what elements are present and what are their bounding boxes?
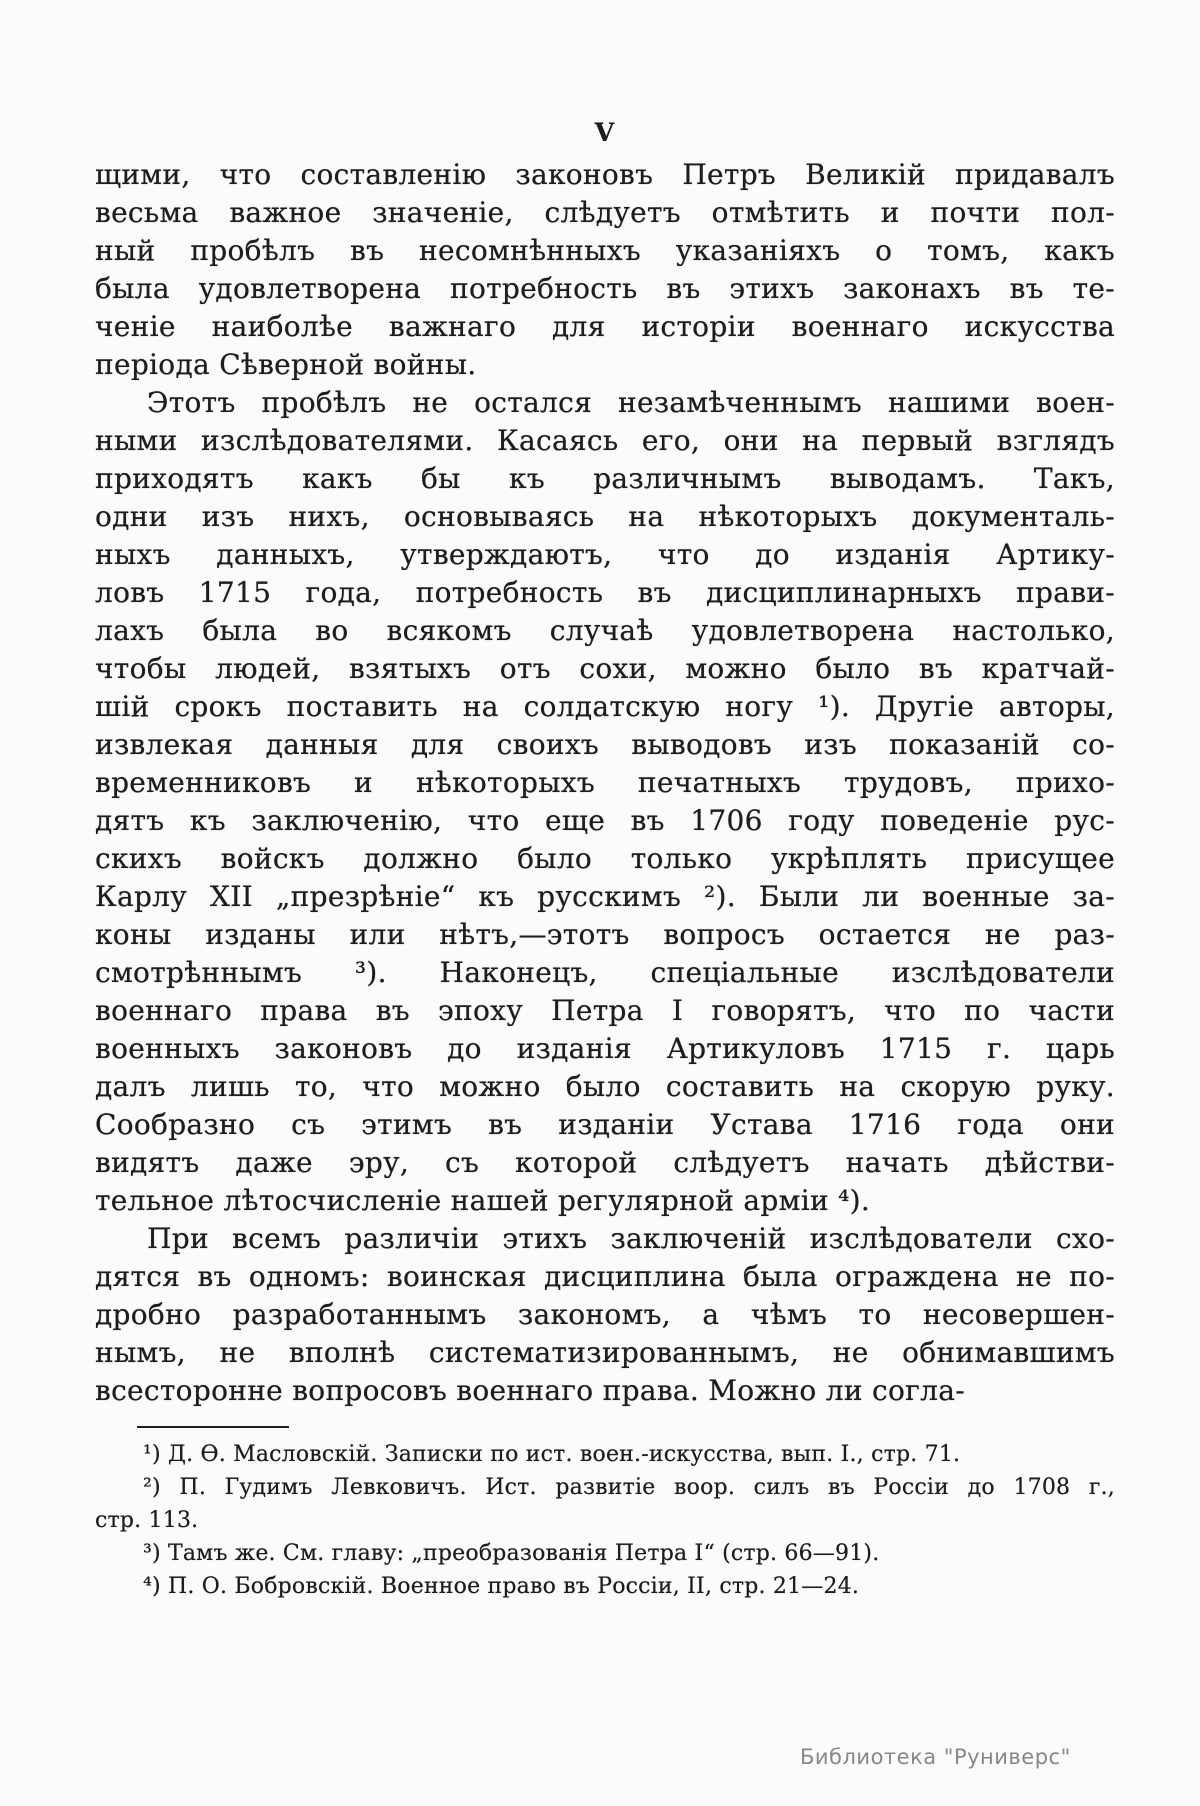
body-line: періода Сѣверной войны. [95,348,477,381]
footnote-line: ¹) Д. Ѳ. Масловскій. Записки по ист. воен.-искусства, вып. I., стр. 71. [143,1442,961,1467]
body-line: дробно разработаннымъ закономъ, а чѣмъ то несовершен- [95,1298,1115,1331]
body-line: Карлу XII „презрѣніе“ къ русскимъ ²). Были ли военные за- [95,880,1115,913]
body-line: дятся въ одномъ: воинская дисциплина была ограждена не по- [95,1260,1115,1293]
watermark: Библиотека "Руниверс" [800,1745,1071,1769]
body-line: ловъ 1715 года, потребность въ дисциплинарныхъ прави- [95,576,1115,609]
footnote-line: ⁴) П. О. Бобровскій. Военное право въ Россіи, II, стр. 21—24. [143,1574,860,1599]
footnote-line: стр. 113. [95,1508,199,1533]
body-line: военныхъ законовъ до изданія Артикуловъ 1715 г. царь [95,1032,1115,1065]
body-line: извлекая данныя для своихъ выводовъ изъ показаній со- [95,728,1115,761]
body-text [95,156,1115,1410]
body-line: щими, что составленію законовъ Петръ Великій придавалъ [95,158,1115,191]
footnotes [95,1426,1115,1603]
body-line: далъ лишь то, что можно было составить на скорую руку. [95,1070,1115,1103]
paragraph [95,1220,1115,1410]
footnote-line: ³) Тамъ же. См. главу: „преобразованія Петра I“ (стр. 66—91). [143,1541,880,1566]
paragraph [95,156,1115,384]
body-line: ный пробѣлъ въ несомнѣнныхъ указаніяхъ о томъ, какъ [95,234,1115,267]
body-line: тельное лѣтосчисленіе нашей регулярной арміи ⁴). [95,1184,871,1217]
body-line: шій срокъ поставить на солдатскую ногу ¹). Другіе авторы, [95,690,1115,723]
body-line: Этотъ пробѣлъ не остался незамѣченнымъ нашими воен- [147,386,1115,419]
body-line: весьма важное значеніе, слѣдуетъ отмѣтить и почти пол- [95,196,1115,229]
body-line: лахъ была во всякомъ случаѣ удовлетворена настолько, [95,614,1115,647]
body-line: коны изданы или нѣтъ,—этотъ вопросъ остается не раз- [95,918,1115,951]
body-line: чтобы людей, взятыхъ отъ сохи, можно было въ кратчай- [95,652,1115,685]
body-line: ченіе наиболѣе важнаго для исторіи военнаго искусства [95,310,1115,343]
body-line: ными изслѣдователями. Касаясь его, они на первый взглядъ [95,424,1115,457]
page-number: V [594,118,616,147]
body-line: была удовлетворена потребность въ этихъ законахъ въ те- [95,272,1115,305]
body-line: дятъ къ заключенію, что еще въ 1706 году поведеніе рус- [95,804,1115,837]
body-line: ныхъ данныхъ, утверждаютъ, что до изданія Артику- [95,538,1115,571]
body-line: военнаго права въ эпоху Петра I говорятъ, что по части [95,994,1115,1027]
body-line: временниковъ и нѣкоторыхъ печатныхъ трудовъ, прихо- [95,766,1115,799]
body-line: скихъ войскъ должно было только укрѣплять присущее [95,842,1115,875]
footnote-lines [95,1438,1115,1603]
body-line: одни изъ нихъ, основываясь на нѣкоторыхъ документаль- [95,500,1115,533]
body-line: Сообразно съ этимъ въ изданіи Устава 1716 года они [95,1108,1115,1141]
footnote-separator [137,1426,289,1428]
body-line: нымъ, не вполнѣ систематизированнымъ, не обнимавшимъ [95,1336,1115,1369]
body-line: приходятъ какъ бы къ различнымъ выводамъ. Такъ, [95,462,1115,495]
body-line: При всемъ различіи этихъ заключеній изслѣдователи схо- [147,1222,1115,1255]
body-line: всесторонне вопросовъ военнаго права. Можно ли согла- [95,1374,965,1407]
footnote-line: ²) П. Гудимъ Левковичъ. Ист. развитіе воор. силъ въ Россіи до 1708 г., [143,1475,1115,1500]
paragraph [95,384,1115,1220]
body-line: смотрѣннымъ ³). Наконецъ, спеціальные изслѣдователи [95,956,1115,989]
body-line: видятъ даже эру, съ которой слѣдуетъ начать дѣйстви- [95,1146,1115,1179]
